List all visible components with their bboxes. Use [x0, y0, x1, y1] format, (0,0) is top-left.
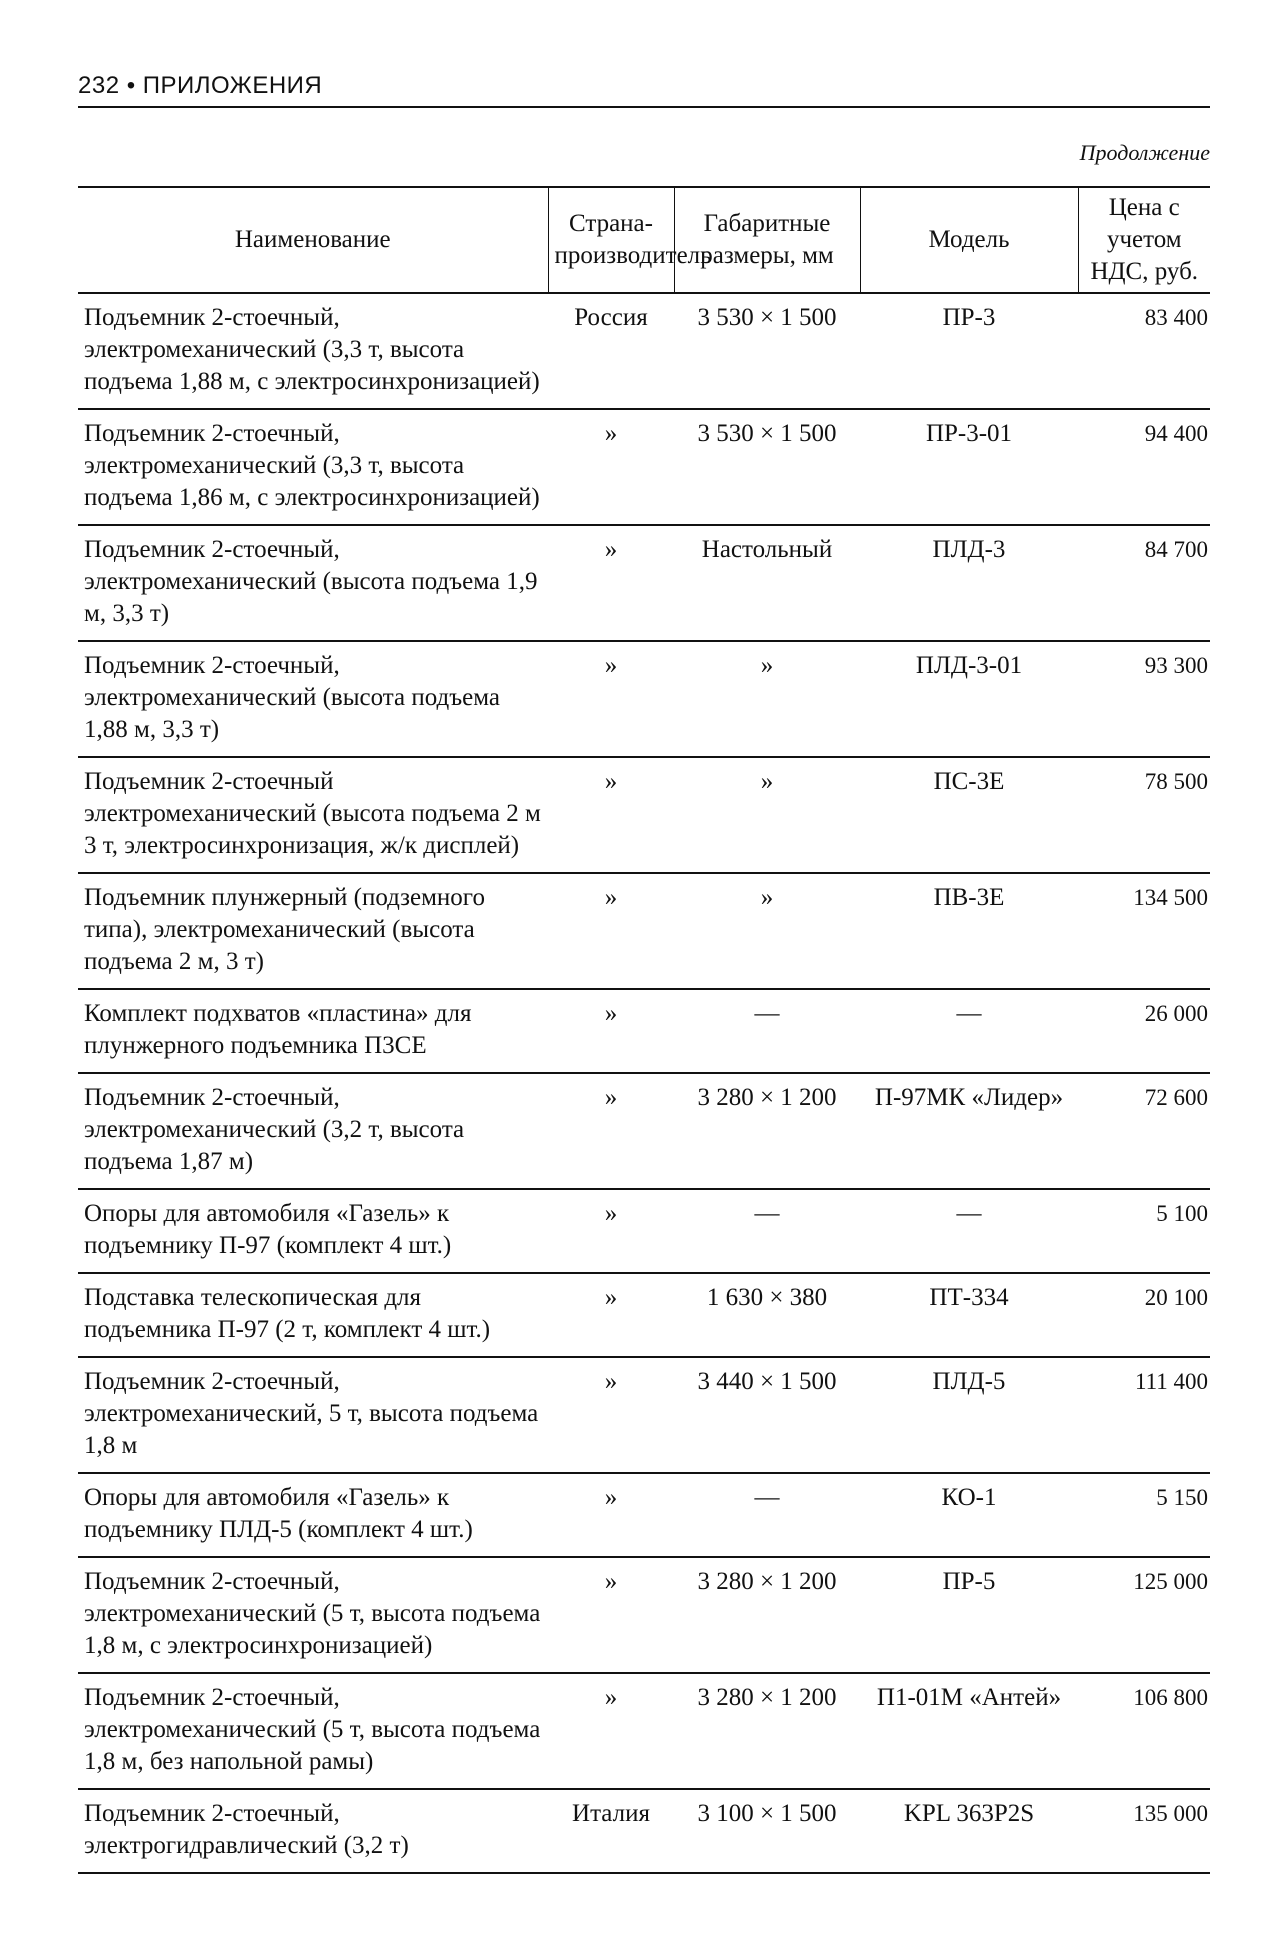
cell-price: 93 300 — [1078, 641, 1210, 757]
table-row — [78, 1673, 1210, 1789]
cell-model: ПР-5 — [860, 1557, 1078, 1673]
cell-country: Италия — [548, 1789, 674, 1873]
table-row — [78, 1189, 1210, 1273]
table-row — [78, 757, 1210, 873]
cell-country: » — [548, 1073, 674, 1189]
cell-size: 3 280 × 1 200 — [674, 1557, 860, 1673]
cell-country: » — [548, 1673, 674, 1789]
cell-price: 78 500 — [1078, 757, 1210, 873]
table-row — [78, 1357, 1210, 1473]
table-row — [78, 873, 1210, 989]
cell-name: Подъемник 2-стоечный, электромеханический (5 т, высота подъема 1,8 м, без напольной рамы) — [78, 1673, 548, 1789]
cell-size: » — [674, 641, 860, 757]
cell-size: 1 630 × 380 — [674, 1273, 860, 1357]
cell-country: » — [548, 757, 674, 873]
cell-size: Настольный — [674, 525, 860, 641]
cell-country: » — [548, 989, 674, 1073]
cell-model: П1-01М «Антей» — [860, 1673, 1078, 1789]
table-row — [78, 293, 1210, 409]
cell-name: Подъемник 2-стоечный, электромеханический (3,3 т, высота подъема 1,86 м, с электросинхронизацией) — [78, 409, 548, 525]
cell-country: » — [548, 1189, 674, 1273]
cell-size: — — [674, 1189, 860, 1273]
cell-model: КО-1 — [860, 1473, 1078, 1557]
cell-name: Подъемник 2-стоечный, электромеханический (высота подъема 1,88 м, 3,3 т) — [78, 641, 548, 757]
cell-price: 20 100 — [1078, 1273, 1210, 1357]
cell-name: Подъемник 2-стоечный, электромеханический (высота подъема 1,9 м, 3,3 т) — [78, 525, 548, 641]
cell-name: Опоры для автомобиля «Газель» к подъемнику П-97 (комплект 4 шт.) — [78, 1189, 548, 1273]
cell-model: ПЛД-3-01 — [860, 641, 1078, 757]
cell-name: Подъемник 2-стоечный, электромеханический (3,2 т, высота подъема 1,87 м) — [78, 1073, 548, 1189]
cell-model: ПС-3Е — [860, 757, 1078, 873]
cell-size: — — [674, 1473, 860, 1557]
table-row — [78, 1473, 1210, 1557]
cell-model: — — [860, 1189, 1078, 1273]
cell-name: Подъемник 2-стоечный электромеханический (высота подъема 2 м 3 т, электросинхронизация, ж/к дисплей) — [78, 757, 548, 873]
cell-size: 3 440 × 1 500 — [674, 1357, 860, 1473]
table-row — [78, 1789, 1210, 1873]
table-row — [78, 989, 1210, 1073]
cell-model: ПЛД-3 — [860, 525, 1078, 641]
table-row — [78, 1073, 1210, 1189]
cell-price: 72 600 — [1078, 1073, 1210, 1189]
cell-size: 3 530 × 1 500 — [674, 409, 860, 525]
column-header-model: Модель — [860, 187, 1078, 293]
cell-size: » — [674, 873, 860, 989]
cell-name: Комплект подхватов «пластина» для плунжерного подъемника П3СЕ — [78, 989, 548, 1073]
cell-country: » — [548, 873, 674, 989]
cell-name: Подставка телескопическая для подъемника П-97 (2 т, комплект 4 шт.) — [78, 1273, 548, 1357]
table-header-row — [78, 187, 1210, 293]
cell-name: Подъемник 2-стоечный, электромеханический (5 т, высота подъема 1,8 м, с электросинхронизацией) — [78, 1557, 548, 1673]
cell-price: 26 000 — [1078, 989, 1210, 1073]
cell-model: П-97МК «Лидер» — [860, 1073, 1078, 1189]
cell-price: 135 000 — [1078, 1789, 1210, 1873]
cell-country: » — [548, 409, 674, 525]
cell-country: » — [548, 1273, 674, 1357]
cell-price: 125 000 — [1078, 1557, 1210, 1673]
cell-size: 3 530 × 1 500 — [674, 293, 860, 409]
header-rule — [78, 106, 1210, 108]
cell-country: » — [548, 1557, 674, 1673]
cell-country: » — [548, 1357, 674, 1473]
cell-model: ПР-3-01 — [860, 409, 1078, 525]
cell-name: Опоры для автомобиля «Газель» к подъемнику ПЛД-5 (комплект 4 шт.) — [78, 1473, 548, 1557]
cell-price: 83 400 — [1078, 293, 1210, 409]
column-header-price: Цена с учетом НДС, руб. — [1078, 187, 1210, 293]
cell-size: 3 100 × 1 500 — [674, 1789, 860, 1873]
cell-model: — — [860, 989, 1078, 1073]
continuation-label: Продолжение — [1079, 140, 1210, 165]
cell-country: Россия — [548, 293, 674, 409]
cell-size: 3 280 × 1 200 — [674, 1673, 860, 1789]
table-row — [78, 641, 1210, 757]
cell-model: ПВ-3Е — [860, 873, 1078, 989]
cell-size: — — [674, 989, 860, 1073]
cell-name: Подъемник 2-стоечный, электромеханический, 5 т, высота подъема 1,8 м — [78, 1357, 548, 1473]
cell-price: 84 700 — [1078, 525, 1210, 641]
cell-name: Подъемник 2-стоечный, электромеханический (3,3 т, высота подъема 1,88 м, с электросинхронизацией) — [78, 293, 548, 409]
table-row — [78, 1557, 1210, 1673]
column-header-country: Страна-производитель — [548, 187, 674, 293]
cell-model: ПТ-334 — [860, 1273, 1078, 1357]
cell-country: » — [548, 1473, 674, 1557]
cell-price: 106 800 — [1078, 1673, 1210, 1789]
cell-price: 134 500 — [1078, 873, 1210, 989]
cell-model: ПР-3 — [860, 293, 1078, 409]
cell-model: KPL 363P2S — [860, 1789, 1078, 1873]
table-body — [78, 293, 1210, 1873]
cell-price: 111 400 — [1078, 1357, 1210, 1473]
column-header-name: Наименование — [78, 187, 548, 293]
table-row — [78, 525, 1210, 641]
cell-model: ПЛД-5 — [860, 1357, 1078, 1473]
cell-price: 5 100 — [1078, 1189, 1210, 1273]
column-header-size: Габаритные размеры, мм — [674, 187, 860, 293]
cell-size: 3 280 × 1 200 — [674, 1073, 860, 1189]
cell-name: Подъемник 2-стоечный, электрогидравлический (3,2 т) — [78, 1789, 548, 1873]
cell-price: 94 400 — [1078, 409, 1210, 525]
running-head: 232 • ПРИЛОЖЕНИЯ — [78, 72, 323, 99]
cell-country: » — [548, 641, 674, 757]
cell-country: » — [548, 525, 674, 641]
table-row — [78, 409, 1210, 525]
cell-price: 5 150 — [1078, 1473, 1210, 1557]
price-table — [78, 186, 1210, 1874]
cell-size: » — [674, 757, 860, 873]
table-row — [78, 1273, 1210, 1357]
cell-name: Подъемник плунжерный (подземного типа), электромеханический (высота подъема 2 м, 3 т) — [78, 873, 548, 989]
